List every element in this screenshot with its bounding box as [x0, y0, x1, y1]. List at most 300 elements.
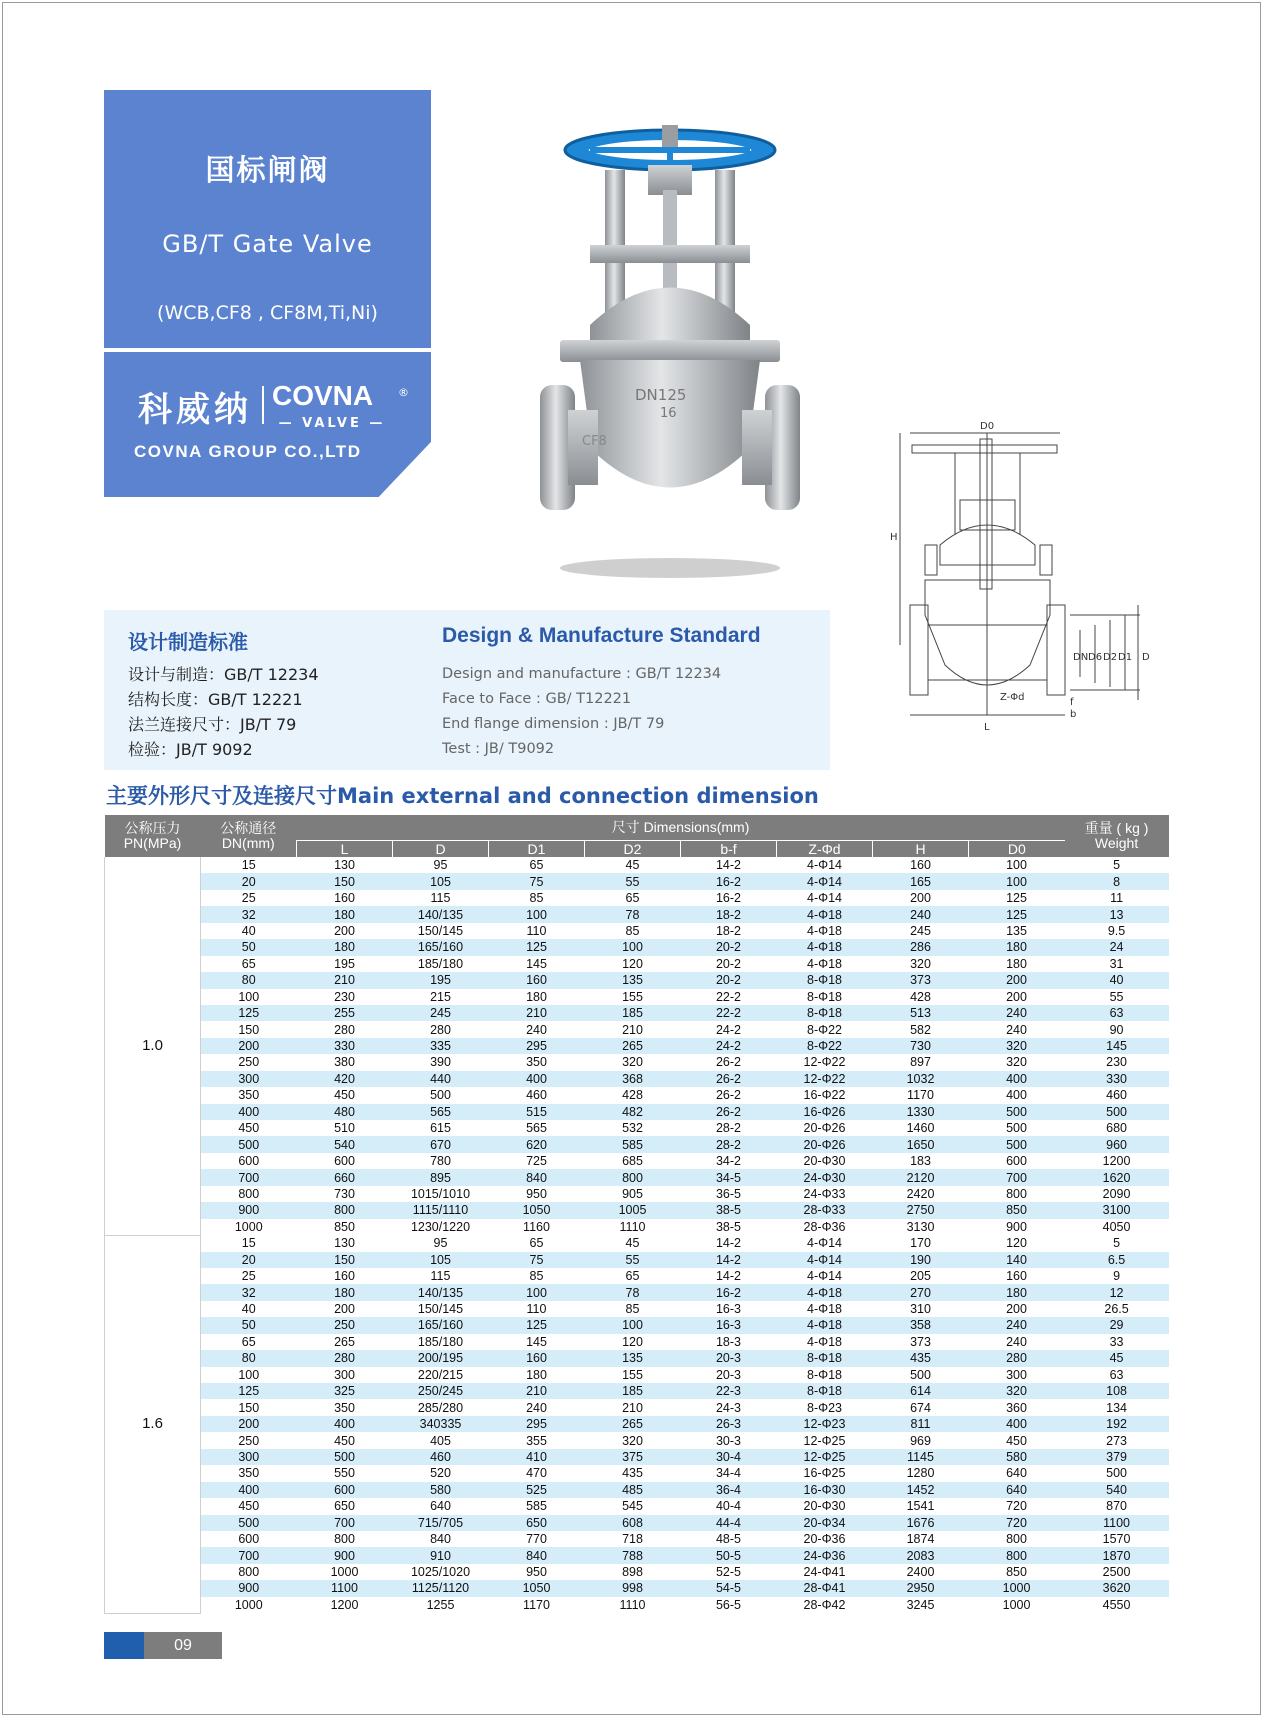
table-cell: 360: [969, 1399, 1065, 1415]
table-cell: 4-Φ18: [777, 1317, 873, 1333]
pn-header: 公称压力 PN(MPa): [105, 815, 201, 857]
table-cell: 200: [969, 972, 1065, 988]
table-cell: 22-2: [681, 1005, 777, 1021]
table-cell: 500: [201, 1515, 297, 1531]
table-cell: 9: [1065, 1268, 1169, 1284]
table-cell: 480: [297, 1104, 393, 1120]
table-cell: 18-2: [681, 923, 777, 939]
table-cell: 1676: [873, 1515, 969, 1531]
table-cell: 500: [201, 1136, 297, 1152]
table-cell: 1280: [873, 1465, 969, 1481]
table-cell: 100: [201, 989, 297, 1005]
table-row: [105, 1284, 1169, 1300]
table-cell: 320: [873, 956, 969, 972]
table-cell: 550: [297, 1465, 393, 1481]
table-cell: 205: [873, 1268, 969, 1284]
table-cell: 75: [489, 1252, 585, 1268]
table-cell: 1650: [873, 1136, 969, 1152]
table-cell: 45: [585, 857, 681, 873]
table-cell: 1620: [1065, 1169, 1169, 1185]
table-cell: 56-5: [681, 1597, 777, 1613]
table-cell: 1870: [1065, 1547, 1169, 1563]
dimension-table-wrap: [104, 815, 1168, 1614]
brand-divider: [262, 386, 264, 424]
table-cell: 1000: [297, 1564, 393, 1580]
table-cell: 1452: [873, 1482, 969, 1498]
table-cell: 165/160: [393, 939, 489, 955]
table-cell: 540: [1065, 1482, 1169, 1498]
table-cell: 850: [969, 1564, 1065, 1580]
table-cell: 65: [585, 1268, 681, 1284]
table-cell: 52-5: [681, 1564, 777, 1580]
table-cell: 65: [201, 1334, 297, 1350]
table-row: [105, 1399, 1169, 1415]
table-cell: 165: [873, 873, 969, 889]
standards-list-en: [442, 662, 721, 762]
table-cell: 20-Φ30: [777, 1153, 873, 1169]
table-cell: 800: [201, 1564, 297, 1580]
table-cell: 2400: [873, 1564, 969, 1580]
table-cell: 180: [969, 939, 1065, 955]
table-cell: 180: [489, 989, 585, 1005]
table-cell: 674: [873, 1399, 969, 1415]
table-cell: 183: [873, 1153, 969, 1169]
table-cell: 165/160: [393, 1317, 489, 1333]
label-f: f: [1070, 697, 1074, 708]
table-cell: 1200: [297, 1597, 393, 1613]
pressure-cell: 1.6: [105, 1235, 201, 1613]
table-cell: 120: [585, 1334, 681, 1350]
label-l: L: [984, 722, 990, 733]
table-cell: 14-2: [681, 1252, 777, 1268]
table-cell: 50: [201, 939, 297, 955]
table-cell: 350: [201, 1087, 297, 1103]
table-row: [105, 1268, 1169, 1284]
table-cell: 160: [297, 1268, 393, 1284]
table-cell: 435: [585, 1465, 681, 1481]
table-cell: 320: [969, 1054, 1065, 1070]
table-cell: 30-3: [681, 1432, 777, 1448]
table-cell: 12-Φ25: [777, 1449, 873, 1465]
table-cell: 898: [585, 1564, 681, 1580]
table-cell: 428: [873, 989, 969, 1005]
table-cell: 3245: [873, 1597, 969, 1613]
table-cell: 350: [201, 1465, 297, 1481]
table-cell: 600: [297, 1153, 393, 1169]
table-cell: 16-2: [681, 1284, 777, 1300]
label-z-d: Z-Φd: [1000, 692, 1025, 703]
table-cell: 8: [1065, 873, 1169, 889]
table-cell: 95: [393, 857, 489, 873]
table-cell: 28-2: [681, 1136, 777, 1152]
table-cell: 379: [1065, 1449, 1169, 1465]
table-cell: 16-2: [681, 890, 777, 906]
table-cell: 24-2: [681, 1038, 777, 1054]
table-cell: 420: [297, 1071, 393, 1087]
table-cell: 3130: [873, 1219, 969, 1235]
table-cell: 16-3: [681, 1301, 777, 1317]
company-name: COVNA GROUP CO.,LTD: [134, 442, 362, 461]
table-cell: 200: [201, 1416, 297, 1432]
table-cell: 150: [297, 873, 393, 889]
table-cell: 20-2: [681, 972, 777, 988]
table-cell: 16-2: [681, 873, 777, 889]
table-cell: 120: [969, 1235, 1065, 1251]
table-cell: 8-Φ22: [777, 1038, 873, 1054]
table-cell: 210: [585, 1021, 681, 1037]
table-cell: 800: [201, 1186, 297, 1202]
table-cell: 4-Φ18: [777, 1301, 873, 1317]
table-cell: 870: [1065, 1498, 1169, 1514]
table-cell: 4-Φ18: [777, 939, 873, 955]
table-row: [105, 1252, 1169, 1268]
table-cell: 440: [393, 1071, 489, 1087]
table-cell: 800: [297, 1531, 393, 1547]
table-cell: 720: [969, 1515, 1065, 1531]
table-cell: 160: [489, 972, 585, 988]
table-cell: 460: [393, 1449, 489, 1465]
table-cell: 90: [1065, 1021, 1169, 1037]
table-row: [105, 989, 1169, 1005]
table-cell: 500: [969, 1120, 1065, 1136]
table-cell: 240: [969, 1317, 1065, 1333]
standard-item: Design and manufacture : GB/T 12234: [442, 666, 722, 682]
standards-list-cn: [128, 662, 319, 762]
table-cell: 12-Φ22: [777, 1071, 873, 1087]
table-cell: 14-2: [681, 1235, 777, 1251]
table-cell: 85: [585, 923, 681, 939]
table-cell: 85: [489, 890, 585, 906]
table-cell: 63: [1065, 1005, 1169, 1021]
table-cell: 65: [201, 956, 297, 972]
table-cell: 1145: [873, 1449, 969, 1465]
table-cell: 4050: [1065, 1219, 1169, 1235]
table-cell: 16-Φ26: [777, 1104, 873, 1120]
page-number: 09: [144, 1632, 222, 1659]
table-cell: 1005: [585, 1202, 681, 1218]
table-cell: 245: [393, 1005, 489, 1021]
table-cell: 250/245: [393, 1383, 489, 1399]
table-cell: 48-5: [681, 1531, 777, 1547]
table-cell: 155: [585, 989, 681, 1005]
table-cell: 510: [297, 1120, 393, 1136]
table-cell: 450: [201, 1120, 297, 1136]
column-header: D: [393, 841, 489, 858]
table-cell: 400: [201, 1482, 297, 1498]
table-cell: 32: [201, 1284, 297, 1300]
table-cell: 565: [489, 1120, 585, 1136]
table-cell: 482: [585, 1104, 681, 1120]
table-cell: 1115/1110: [393, 1202, 489, 1218]
table-cell: 200: [297, 1301, 393, 1317]
table-cell: 685: [585, 1153, 681, 1169]
table-cell: 95: [393, 1235, 489, 1251]
table-cell: 180: [297, 906, 393, 922]
table-cell: 16-3: [681, 1317, 777, 1333]
table-cell: 4-Φ18: [777, 1284, 873, 1300]
table-row: [105, 1432, 1169, 1448]
table-row: [105, 857, 1169, 873]
table-cell: 720: [969, 1498, 1065, 1514]
table-cell: 500: [1065, 1104, 1169, 1120]
table-cell: 500: [969, 1104, 1065, 1120]
shadow: [560, 558, 780, 578]
table-cell: 513: [873, 1005, 969, 1021]
column-header: D1: [489, 841, 585, 858]
table-cell: 215: [393, 989, 489, 1005]
table-row: [105, 1416, 1169, 1432]
table-cell: 85: [489, 1268, 585, 1284]
table-row: [105, 1219, 1169, 1235]
table-cell: 1000: [969, 1597, 1065, 1613]
table-cell: 130: [297, 1235, 393, 1251]
table-cell: 373: [873, 972, 969, 988]
table-cell: 18-3: [681, 1334, 777, 1350]
table-cell: 1000: [201, 1597, 297, 1613]
table-cell: 320: [585, 1054, 681, 1070]
table-cell: 30-4: [681, 1449, 777, 1465]
table-row: [105, 873, 1169, 889]
table-cell: 160: [873, 857, 969, 873]
table-row: [105, 923, 1169, 939]
table-cell: 355: [489, 1432, 585, 1448]
table-cell: 515: [489, 1104, 585, 1120]
table-cell: 450: [969, 1432, 1065, 1448]
table-cell: 20-2: [681, 956, 777, 972]
column-header: Z-Φd: [777, 841, 873, 858]
table-cell: 350: [297, 1399, 393, 1415]
table-cell: 410: [489, 1449, 585, 1465]
standards-title-en: Design & Manufacture Standard: [442, 624, 761, 647]
table-cell: 185: [585, 1383, 681, 1399]
table-cell: 1025/1020: [393, 1564, 489, 1580]
table-cell: 1050: [489, 1580, 585, 1596]
standard-item: 法兰连接尺寸：JB/T 79: [128, 715, 297, 734]
table-cell: 55: [585, 873, 681, 889]
table-row: [105, 1383, 1169, 1399]
table-cell: 25: [201, 1268, 297, 1284]
table-cell: 840: [393, 1531, 489, 1547]
table-cell: 250: [201, 1432, 297, 1448]
table-cell: 78: [585, 1284, 681, 1300]
table-cell: 335: [393, 1038, 489, 1054]
table-cell: 897: [873, 1054, 969, 1070]
table-cell: 36-4: [681, 1482, 777, 1498]
table-cell: 80: [201, 1350, 297, 1366]
label-b: b: [1070, 709, 1077, 720]
table-cell: 850: [297, 1219, 393, 1235]
table-cell: 240: [969, 1334, 1065, 1350]
table-cell: 6.5: [1065, 1252, 1169, 1268]
table-cell: 44-4: [681, 1515, 777, 1531]
gate-valve-photo: [520, 120, 820, 580]
table-cell: 26-2: [681, 1087, 777, 1103]
table-cell: 45: [585, 1235, 681, 1251]
table-cell: 532: [585, 1120, 681, 1136]
standard-item: End flange dimension : JB/T 79: [442, 716, 665, 732]
table-cell: 150: [201, 1399, 297, 1415]
standard-item: 设计与制造：GB/T 12234: [128, 665, 319, 684]
table-cell: 300: [297, 1367, 393, 1383]
table-cell: 1050: [489, 1202, 585, 1218]
standards-title-cn: 设计制造标准: [128, 630, 248, 654]
body-mark-material: CF8: [582, 434, 607, 449]
brand-tagline: — VALVE —: [278, 416, 386, 431]
table-cell: 2120: [873, 1169, 969, 1185]
standard-item: 结构长度：GB/T 12221: [128, 690, 303, 709]
table-cell: 105: [393, 1252, 489, 1268]
table-cell: 180: [489, 1367, 585, 1383]
table-cell: 210: [585, 1399, 681, 1415]
table-cell: 24-Φ30: [777, 1169, 873, 1185]
table-cell: 50: [201, 1317, 297, 1333]
table-cell: 180: [297, 939, 393, 955]
table-cell: 160: [969, 1268, 1065, 1284]
table-cell: 780: [393, 1153, 489, 1169]
table-cell: 580: [393, 1482, 489, 1498]
column-header: D2: [585, 841, 681, 858]
table-cell: 20-2: [681, 939, 777, 955]
table-cell: 135: [585, 1350, 681, 1366]
table-cell: 5: [1065, 1235, 1169, 1251]
table-cell: 40-4: [681, 1498, 777, 1514]
table-row: [105, 972, 1169, 988]
table-cell: 910: [393, 1547, 489, 1563]
table-cell: 4-Φ14: [777, 1235, 873, 1251]
table-cell: 12: [1065, 1284, 1169, 1300]
table-cell: 525: [489, 1482, 585, 1498]
table-cell: 800: [297, 1202, 393, 1218]
table-cell: 26-3: [681, 1416, 777, 1432]
table-cell: 245: [873, 923, 969, 939]
table-cell: 614: [873, 1383, 969, 1399]
table-cell: 1110: [585, 1219, 681, 1235]
table-cell: 13: [1065, 906, 1169, 922]
table-cell: 105: [393, 873, 489, 889]
table-cell: 65: [489, 1235, 585, 1251]
table-cell: 14-2: [681, 857, 777, 873]
table-row: [105, 1350, 1169, 1366]
table-cell: 200: [297, 923, 393, 939]
table-cell: 1000: [969, 1580, 1065, 1596]
pressure-cell: 1.0: [105, 857, 201, 1235]
table-cell: 460: [489, 1087, 585, 1103]
table-cell: 840: [489, 1169, 585, 1185]
table-row: [105, 1153, 1169, 1169]
table-row: [105, 1202, 1169, 1218]
table-cell: 400: [297, 1416, 393, 1432]
table-cell: 20-3: [681, 1367, 777, 1383]
table-cell: 200: [969, 1301, 1065, 1317]
table-cell: 145: [1065, 1038, 1169, 1054]
table-row: [105, 1482, 1169, 1498]
table-cell: 895: [393, 1169, 489, 1185]
table-cell: 200: [201, 1038, 297, 1054]
table-cell: 24-3: [681, 1399, 777, 1415]
table-cell: 280: [393, 1021, 489, 1037]
table-row: [105, 1071, 1169, 1087]
table-cell: 5: [1065, 857, 1169, 873]
table-cell: 670: [393, 1136, 489, 1152]
table-cell: 325: [297, 1383, 393, 1399]
label-h: H: [890, 532, 898, 543]
table-cell: 135: [969, 923, 1065, 939]
table-row: [105, 1580, 1169, 1596]
table-cell: 1330: [873, 1104, 969, 1120]
table-cell: 190: [873, 1252, 969, 1268]
table-cell: 900: [201, 1580, 297, 1596]
table-cell: 300: [969, 1367, 1065, 1383]
table-cell: 31: [1065, 956, 1169, 972]
table-cell: 38-5: [681, 1202, 777, 1218]
label-d1: D1: [1118, 652, 1133, 663]
product-materials: (WCB,CF8 , CF8M,Ti,Ni): [157, 302, 378, 324]
table-cell: 20-Φ30: [777, 1498, 873, 1514]
table-cell: 34-2: [681, 1153, 777, 1169]
table-cell: 150/145: [393, 1301, 489, 1317]
table-cell: 4-Φ14: [777, 1268, 873, 1284]
table-cell: 270: [873, 1284, 969, 1300]
table-cell: 585: [585, 1136, 681, 1152]
table-cell: 615: [393, 1120, 489, 1136]
table-cell: 4-Φ14: [777, 1252, 873, 1268]
table-cell: 788: [585, 1547, 681, 1563]
table-cell: 500: [297, 1449, 393, 1465]
table-cell: 500: [873, 1367, 969, 1383]
table-cell: 600: [201, 1531, 297, 1547]
table-cell: 115: [393, 1268, 489, 1284]
table-cell: 470: [489, 1465, 585, 1481]
table-cell: 18-2: [681, 906, 777, 922]
table-cell: 700: [201, 1169, 297, 1185]
table-cell: 8-Φ18: [777, 1367, 873, 1383]
table-cell: 140/135: [393, 906, 489, 922]
table-cell: 200: [969, 989, 1065, 1005]
table-cell: 650: [489, 1515, 585, 1531]
table-cell: 265: [297, 1334, 393, 1350]
table-cell: 280: [297, 1350, 393, 1366]
table-cell: 26.5: [1065, 1301, 1169, 1317]
table-cell: 358: [873, 1317, 969, 1333]
table-cell: 9.5: [1065, 923, 1169, 939]
table-cell: 34-4: [681, 1465, 777, 1481]
table-cell: 500: [393, 1087, 489, 1103]
table-row: [105, 1021, 1169, 1037]
table-row: [105, 1334, 1169, 1350]
table-cell: 8-Φ18: [777, 1350, 873, 1366]
weight-header: 重量 ( kg ) Weight: [1065, 815, 1169, 857]
table-cell: 12-Φ22: [777, 1054, 873, 1070]
table-cell: 800: [585, 1169, 681, 1185]
table-cell: 310: [873, 1301, 969, 1317]
dimension-table: [104, 815, 1169, 1614]
table-row: [105, 1547, 1169, 1563]
table-cell: 295: [489, 1416, 585, 1432]
table-cell: 460: [1065, 1087, 1169, 1103]
table-cell: 26-2: [681, 1071, 777, 1087]
table-cell: 273: [1065, 1432, 1169, 1448]
table-row: [105, 1564, 1169, 1580]
table-cell: 185/180: [393, 956, 489, 972]
table-cell: 2750: [873, 1202, 969, 1218]
table-row: [105, 1498, 1169, 1514]
table-cell: 110: [489, 1301, 585, 1317]
table-cell: 155: [585, 1367, 681, 1383]
table-cell: 340335: [393, 1416, 489, 1432]
table-cell: 80: [201, 972, 297, 988]
table-cell: 320: [969, 1383, 1065, 1399]
table-cell: 50-5: [681, 1547, 777, 1563]
